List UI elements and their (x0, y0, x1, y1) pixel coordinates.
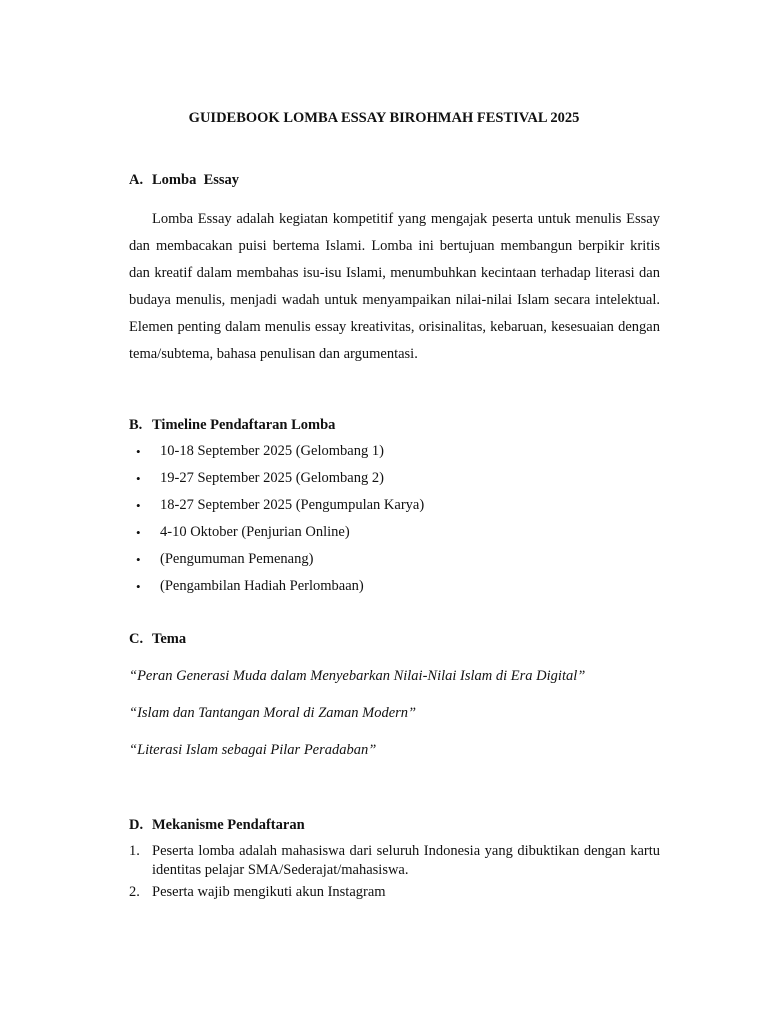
mechanism-item-text: Peserta wajib mengikuti akun Instagram (152, 884, 386, 900)
theme-item: “Islam dan Tantangan Moral di Zaman Modern” (129, 705, 417, 721)
section-a-heading (129, 172, 239, 189)
bullet-icon: • (136, 498, 141, 513)
theme-item: “Literasi Islam sebagai Pilar Peradaban” (129, 742, 377, 758)
section-b-letter: B. (129, 417, 143, 433)
mechanism-item-number: 2. (129, 884, 140, 900)
section-b-title: Timeline Pendaftaran Lomba (152, 417, 336, 433)
section-d-letter: D. (129, 817, 144, 833)
mechanism-item-text: Peserta lomba adalah mahasiswa dari seluruh Indonesia yang dibuktikan dengan kartu identitas pelajar SMA/Sederajat/mahasiswa. (152, 843, 660, 878)
timeline-item-text: (Pengumuman Pemenang) (160, 551, 314, 567)
timeline-item (129, 573, 660, 600)
timeline-item-text: 10-18 September 2025 (Gelombang 1) (160, 443, 384, 459)
section-c-heading (129, 631, 186, 648)
document-title: GUIDEBOOK LOMBA ESSAY BIROHMAH FESTIVAL 2025 (188, 110, 580, 126)
section-c-title: Tema (152, 631, 187, 647)
mechanism-item (129, 842, 660, 880)
section-d-heading (129, 817, 305, 834)
bullet-icon: • (136, 444, 141, 459)
section-b-heading (129, 417, 335, 434)
timeline-item-text: (Pengambilan Hadiah Perlombaan) (160, 578, 364, 594)
timeline-item (129, 438, 660, 465)
timeline-item (129, 546, 660, 573)
section-c-letter: C. (129, 631, 144, 647)
bullet-icon: • (136, 471, 141, 486)
section-a-title: Lomba Essay (152, 172, 240, 188)
theme-item: “Peran Generasi Muda dalam Menyebarkan Nilai-Nilai Islam di Era Digital” (129, 668, 586, 684)
timeline-item-text: 18-27 September 2025 (Pengumpulan Karya) (160, 497, 425, 513)
timeline-list (129, 438, 660, 600)
section-d-title: Mekanisme Pendaftaran (152, 817, 305, 833)
section-a-paragraph: Lomba Essay adalah kegiatan kompetitif yang mengajak peserta untuk menulis Essay dan membacakan puisi bertema Islami. Lomba ini bertujuan membangun berpikir kritis dan kreatif dalam membahas isu-isu Islami, menumbuhkan kecintaan terhadap literasi dan budaya menulis, menjadi wadah untuk menyampaikan nilai-nilai Islam secara intelektual. Elemen penting dalam menulis essay kreativitas, orisinalitas, kebaruan, kesesuaian dengan tema/subtema, bahasa penulisan dan argumentasi. (129, 211, 660, 362)
mechanism-item (129, 883, 660, 902)
bullet-icon: • (136, 552, 141, 567)
timeline-item (129, 465, 660, 492)
timeline-item-text: 19-27 September 2025 (Gelombang 2) (160, 470, 384, 486)
bullet-icon: • (136, 525, 141, 540)
mechanism-item-number: 1. (129, 843, 140, 859)
bullet-icon: • (136, 579, 141, 594)
mechanism-list (129, 842, 660, 905)
timeline-item (129, 492, 660, 519)
timeline-item-text: 4-10 Oktober (Penjurian Online) (160, 524, 350, 540)
timeline-item (129, 519, 660, 546)
section-a-letter: A. (129, 172, 144, 188)
